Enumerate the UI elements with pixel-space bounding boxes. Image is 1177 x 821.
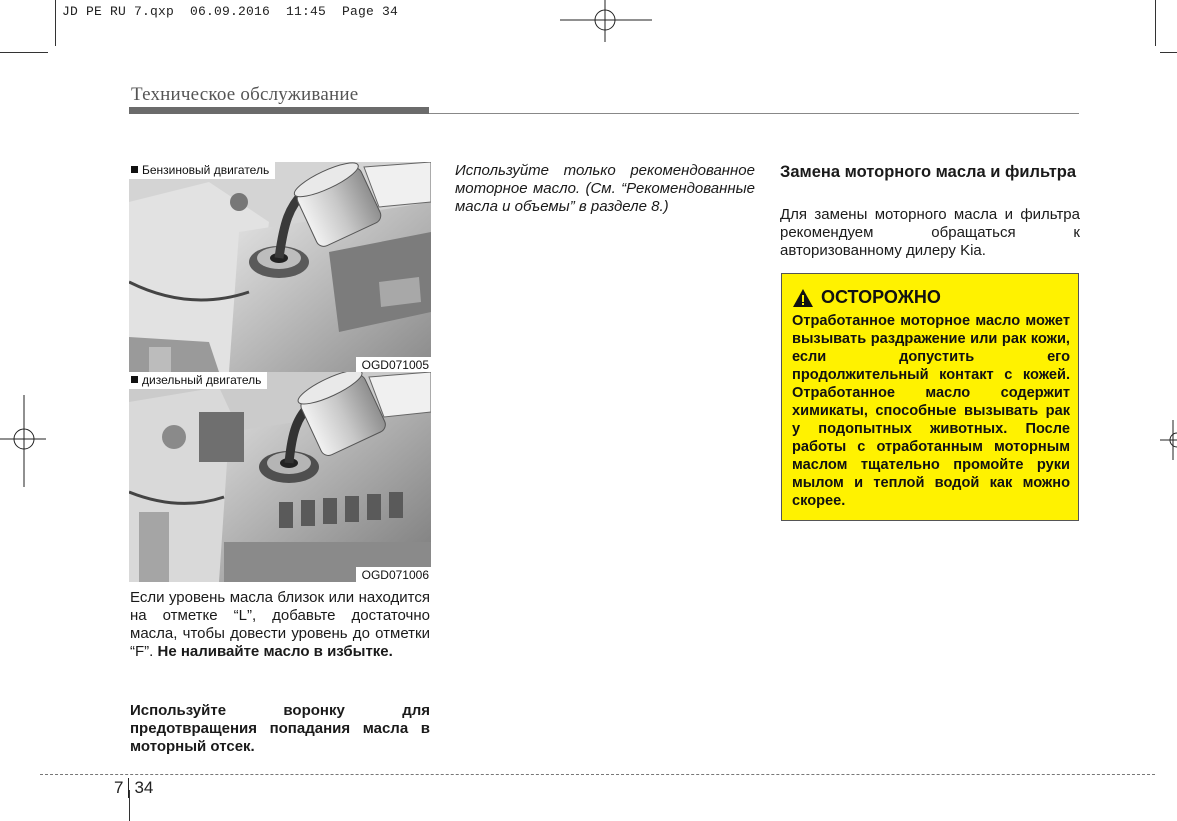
bullet-square-icon [131,166,138,173]
bullet-square-icon [131,376,138,383]
caution-text: Отработанное моторное масло может вызывать раздражение или рак кожи, если допустить его продолжительный контакт с кожей. Отработанное масло содержит химикаты, способные вызывать рак у подопытных животных. После работы с отработанным моторным маслом тщательно промойте руки мылом и теплой водой как можно скорее. [792,313,1070,509]
warning-triangle-icon [792,288,814,308]
oil-level-text: Если уровень масла близок или находится на отметке “L”, добавьте достаточно масла, чтобы довести уровень до отметки “F”. [130,589,430,660]
figure-diesel-engine [129,372,431,582]
figure-code: OGD071005 [356,357,431,372]
section-title: Техническое обслуживание [131,84,359,105]
figure-label-text: дизельный двигатель [142,373,262,387]
engine-illustration [129,372,431,582]
crop-mark [1160,52,1177,53]
figure-label [129,372,267,389]
registration-mark-right [1160,420,1177,460]
registration-mark-left [0,395,46,487]
footer-dashed-rule [40,774,1155,775]
oil-change-text: Для замены моторного масла и фильтра рекомендуем обращаться к авторизованному дилеру Kia. [780,206,1080,259]
caution-title-text: ОСТОРОЖНО [821,287,941,307]
figure-petrol-engine [129,162,431,372]
recommended-oil-note: Используйте только рекомендованное моторное масло. (См. “Рекомендованные масла и объемы” в разделе 8.) [455,162,755,215]
caution-title [792,287,941,308]
print-header: JD PE RU 7.qxp 06.09.2016 11:45 Page 34 [62,4,399,19]
registration-mark-top [560,0,652,42]
engine-illustration [129,162,431,372]
no-overfill-warning: Не наливайте масло в избытке. [157,643,393,660]
figure-label-text: Бензиновый двигатель [142,163,270,177]
oil-change-heading: Замена моторного масла и фильтра [780,163,1077,181]
oil-level-paragraph [130,589,430,661]
title-rule [129,107,429,114]
title-rule-thin [429,113,1079,114]
chapter-number: 7 [114,778,129,798]
crop-mark [55,0,56,46]
crop-mark [0,52,48,53]
crop-mark [1155,0,1156,46]
caution-box [781,273,1079,521]
figure-label [129,162,275,179]
page-number-value: 34 [134,778,154,797]
figure-code: OGD071006 [356,567,431,582]
funnel-paragraph: Используйте воронку для предотвращения попадания масла в моторный отсек. [130,702,430,755]
page-number [114,778,153,798]
